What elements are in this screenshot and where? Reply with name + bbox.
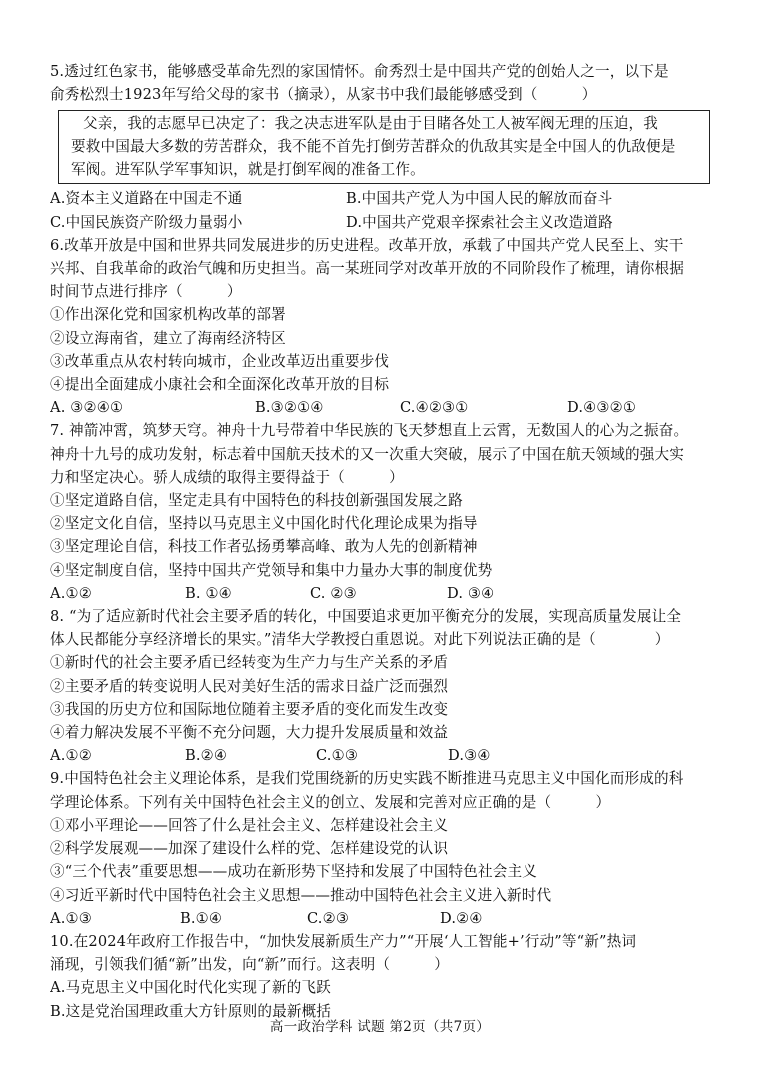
q7-options-row bbox=[50, 582, 715, 605]
q7-item-4: ④坚定制度自信，坚持中国共产党领导和集中力量办大事的制度优势 bbox=[50, 561, 493, 579]
q7-option-a: A.①② bbox=[50, 584, 92, 602]
q7-item-1: ①坚定道路自信，坚定走具有中国特色的科技创新强国发展之路 bbox=[50, 492, 463, 510]
question-5 bbox=[50, 60, 715, 234]
q8-option-c: C.①③ bbox=[316, 747, 359, 765]
page-content bbox=[50, 60, 715, 1023]
q9-option-d: D.②④ bbox=[440, 909, 483, 927]
q10-option-b: B.这是党治国理政重大方针原则的最新概括 bbox=[50, 1002, 332, 1020]
q5-option-a: A.资本主义道路在中国走不通 bbox=[50, 190, 243, 208]
q7-stem-line-3: 力和坚定决心。骄人成绩的取得主要得益于（ ） bbox=[50, 468, 404, 486]
q9-item-3: ③“三个代表”重要思想——成功在新形势下坚持和发展了中国特色社会主义 bbox=[50, 863, 538, 881]
q9-stem-line-1: 9.中国特色社会主义理论体系，是我们党围绕新的历史实践不断推进马克思主义中国化而形成的科 bbox=[50, 770, 684, 788]
q5-options-row-1 bbox=[50, 187, 715, 210]
q10-option-a: A.马克思主义中国化时代化实现了新的飞跃 bbox=[50, 979, 331, 997]
q9-option-a: A.①③ bbox=[50, 909, 92, 927]
q9-options-row bbox=[50, 907, 715, 930]
q8-option-b: B.②④ bbox=[185, 747, 228, 765]
q7-item-2: ②坚定文化自信，坚持以马克思主义中国化时代化理论成果为指导 bbox=[50, 515, 478, 533]
q6-options-row bbox=[50, 396, 715, 419]
q6-item-4: ④提出全面建成小康社会和全面深化改革开放的目标 bbox=[50, 376, 390, 394]
q9-option-b: B.①④ bbox=[180, 909, 223, 927]
q5-options-row-2 bbox=[50, 211, 715, 234]
q9-item-4: ④习近平新时代中国特色社会主义思想——推动中国特色社会主义进入新时代 bbox=[50, 886, 552, 904]
q5-stem-line-1: 5.透过红色家书，能够感受革命先烈的家国情怀。俞秀烈士是中国共产党的创始人之一，以下是 bbox=[50, 63, 669, 80]
q5-option-b: B.中国共产党人为中国人民的解放而奋斗 bbox=[346, 190, 613, 208]
q7-option-c: C. ②③ bbox=[310, 584, 357, 602]
q6-option-a: A. ③②④① bbox=[50, 399, 124, 417]
q9-item-2: ②科学发展观——加深了建设什么样的党、怎样建设党的认识 bbox=[50, 840, 449, 858]
q7-stem-line-1: 7. 神箭冲霄，筑梦天穹。神舟十九号带着中华民族的飞天梦想直上云霄，无数国人的心为之振奋。 bbox=[50, 422, 689, 440]
q9-stem-line-2: 学理论体系。下列有关中国特色社会主义的创立、发展和完善对应正确的是（ ） bbox=[50, 793, 611, 811]
q5-letter-line-3: 军阀。进军队学军事知识，就是打倒军阀的准备工作。 bbox=[71, 161, 425, 179]
q7-item-3: ③坚定理论自信，科技工作者弘扬勇攀高峰、敢为人先的创新精神 bbox=[50, 538, 478, 556]
q6-item-1: ①作出深化党和国家机构改革的部署 bbox=[50, 306, 286, 324]
q6-item-2: ②设立海南省，建立了海南经济特区 bbox=[50, 329, 286, 347]
q5-option-d: D.中国共产党艰辛探索社会主义改造道路 bbox=[346, 213, 613, 231]
q6-option-b: B.③②①④ bbox=[255, 399, 324, 417]
question-9 bbox=[50, 767, 715, 929]
q5-letter-line-2: 要救中国最大多数的劳苦群众，我不能不首先打倒劳苦群众的仇敌其实是全中国人的仇敌便是 bbox=[71, 138, 676, 156]
q10-stem-line-1: 10.在2024年政府工作报告中，“加快发展新质生产力”“开展‘人工智能+’行动”等“新”热词 bbox=[50, 932, 637, 950]
question-8 bbox=[50, 605, 715, 767]
q8-item-2: ②主要矛盾的转变说明人民对美好生活的需求日益广泛而强烈 bbox=[50, 677, 449, 695]
q10-stem-line-2: 涌现，引领我们循“新”出发，向“新”而行。这表明（ ） bbox=[50, 956, 450, 974]
q6-option-c: C.④②③① bbox=[400, 399, 469, 417]
page-footer: 高一政治学科 试题 第2页（共7页） bbox=[269, 1019, 491, 1035]
q5-letter-line-1: 父亲，我的志愿早已决定了：我之决志进军队是由于目睹各处工人被军阀无理的压迫，我 bbox=[83, 115, 659, 133]
q8-item-3: ③我国的历史方位和国际地位随着主要矛盾的变化而发生改变 bbox=[50, 700, 449, 718]
q9-item-1: ①邓小平理论——回答了什么是社会主义、怎样建设社会主义 bbox=[50, 816, 449, 834]
question-6 bbox=[50, 234, 715, 420]
q7-option-b: B. ①④ bbox=[185, 584, 232, 602]
q8-stem-line-1: 8. “为了适应新时代社会主要矛盾的转化，中国要追求更加平衡充分的发展，实现高质量发展让全 bbox=[50, 608, 682, 626]
q8-stem-line-2: 体人民都能分享经济增长的果实。”清华大学教授白重恩说。对此下列说法正确的是（ ） bbox=[50, 631, 670, 649]
question-7 bbox=[50, 419, 715, 605]
q6-stem-line-1: 6.改革开放是中国和世界共同发展进步的历史进程。改革开放，承载了中国共产党人民至上、实干 bbox=[50, 236, 684, 254]
q7-stem-line-2: 神舟十九号的成功发射，标志着中国航天技术的又一次重大突破，展示了中国在航天领域的强大实 bbox=[50, 445, 684, 463]
q8-option-d: D.③④ bbox=[448, 747, 491, 765]
q6-item-3: ③改革重点从农村转向城市，企业改革迈出重要步伐 bbox=[50, 352, 390, 370]
q8-options-row bbox=[50, 744, 715, 767]
q8-item-1: ①新时代的社会主要矛盾已经转变为生产力与生产关系的矛盾 bbox=[50, 654, 449, 672]
q5-stem-line-2: 俞秀松烈士1923年写给父母的家书（摘录），从家书中我们最能够感受到（ ） bbox=[50, 86, 597, 104]
q9-option-c: C.②③ bbox=[307, 909, 350, 927]
q8-item-4: ④着力解决发展不平衡不充分问题，大力提升发展质量和效益 bbox=[50, 724, 449, 742]
q8-option-a: A.①② bbox=[50, 747, 92, 765]
q6-stem-line-3: 时间节点进行排序（ ） bbox=[50, 283, 242, 301]
q5-letter-excerpt-box bbox=[58, 110, 710, 184]
q6-stem-line-2: 兴邦、自我革命的政治气魄和历史担当。高一某班同学对改革开放的不同阶段作了梳理，请你根据 bbox=[50, 260, 684, 278]
q5-option-c: C.中国民族资产阶级力量弱小 bbox=[50, 213, 243, 231]
q6-option-d: D.④③②① bbox=[567, 399, 637, 417]
q7-option-d: D. ③④ bbox=[447, 584, 495, 602]
question-10 bbox=[50, 930, 715, 1023]
